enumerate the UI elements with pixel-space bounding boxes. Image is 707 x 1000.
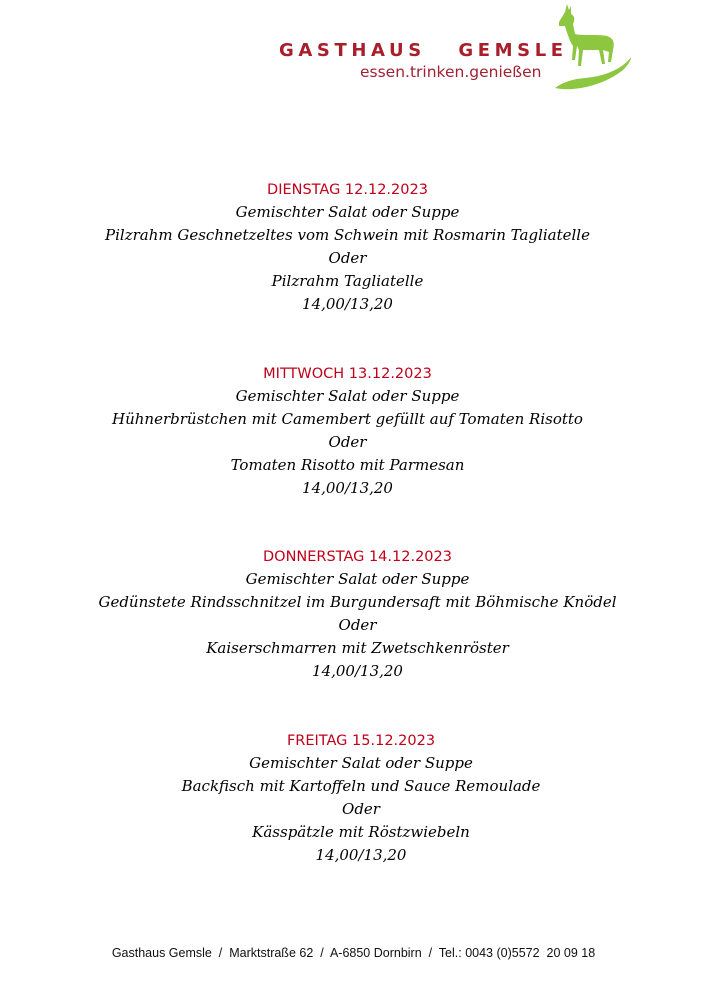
starter-line: Gemischter Salat oder Suppe xyxy=(245,570,470,588)
price-line: 14,00/13,20 xyxy=(302,295,393,313)
footer-text: Gasthaus Gemsle / Marktstraße 62 / A-6850 Dornbirn / Tel.: 0043 (0)5572 20 09 18 xyxy=(111,946,596,960)
alternative-dish-line: Kaiserschmarren mit Zwetschkenröster xyxy=(206,639,509,657)
alternative-dish-line: Tomaten Risotto mit Parmesan xyxy=(230,456,465,474)
alternative-dish-line: Kässpätzle mit Röstzwiebeln xyxy=(252,823,470,841)
menu-day-friday xyxy=(0,730,707,867)
day-heading: FREITAG 15.12.2023 xyxy=(286,733,436,749)
main-dish-line: Pilzrahm Geschnetzeltes vom Schwein mit Rosmarin Tagliatelle xyxy=(105,226,590,244)
price-line: 14,00/13,20 xyxy=(302,479,393,497)
starter-line: Gemischter Salat oder Suppe xyxy=(235,387,460,405)
chamois-logo-icon xyxy=(553,0,633,92)
price-line: 14,00/13,20 xyxy=(315,846,407,864)
menu-day-thursday xyxy=(0,546,707,683)
menu-day-tuesday xyxy=(0,179,695,316)
main-dish-line: Hühnerbrüstchen mit Camembert gefüllt auf Tomaten Risotto xyxy=(112,410,583,428)
starter-line: Gemischter Salat oder Suppe xyxy=(249,754,473,772)
price-line: 14,00/13,20 xyxy=(312,662,403,680)
day-heading: DIENSTAG 12.12.2023 xyxy=(267,182,428,198)
starter-line: Gemischter Salat oder Suppe xyxy=(235,203,460,221)
or-line: Oder xyxy=(338,616,377,634)
footer-address xyxy=(0,946,707,960)
main-dish-line: Gedünstete Rindsschnitzel im Burgundersaft mit Böhmische Knödel xyxy=(98,593,617,611)
alternative-dish-line: Pilzrahm Tagliatelle xyxy=(271,272,424,290)
or-line: Oder xyxy=(342,800,380,818)
header xyxy=(0,0,707,110)
main-dish-line: Backfisch mit Kartoffeln und Sauce Remoulade xyxy=(181,777,541,795)
menu-day-wednesday xyxy=(0,363,695,500)
brand-name: GASTHAUS GEMSLE xyxy=(279,40,568,61)
or-line: Oder xyxy=(328,249,367,267)
or-line: Oder xyxy=(328,433,367,451)
day-heading: DONNERSTAG 14.12.2023 xyxy=(263,549,452,565)
slogan: essen.trinken.genießen xyxy=(360,63,542,81)
day-heading: MITTWOCH 13.12.2023 xyxy=(263,366,432,382)
